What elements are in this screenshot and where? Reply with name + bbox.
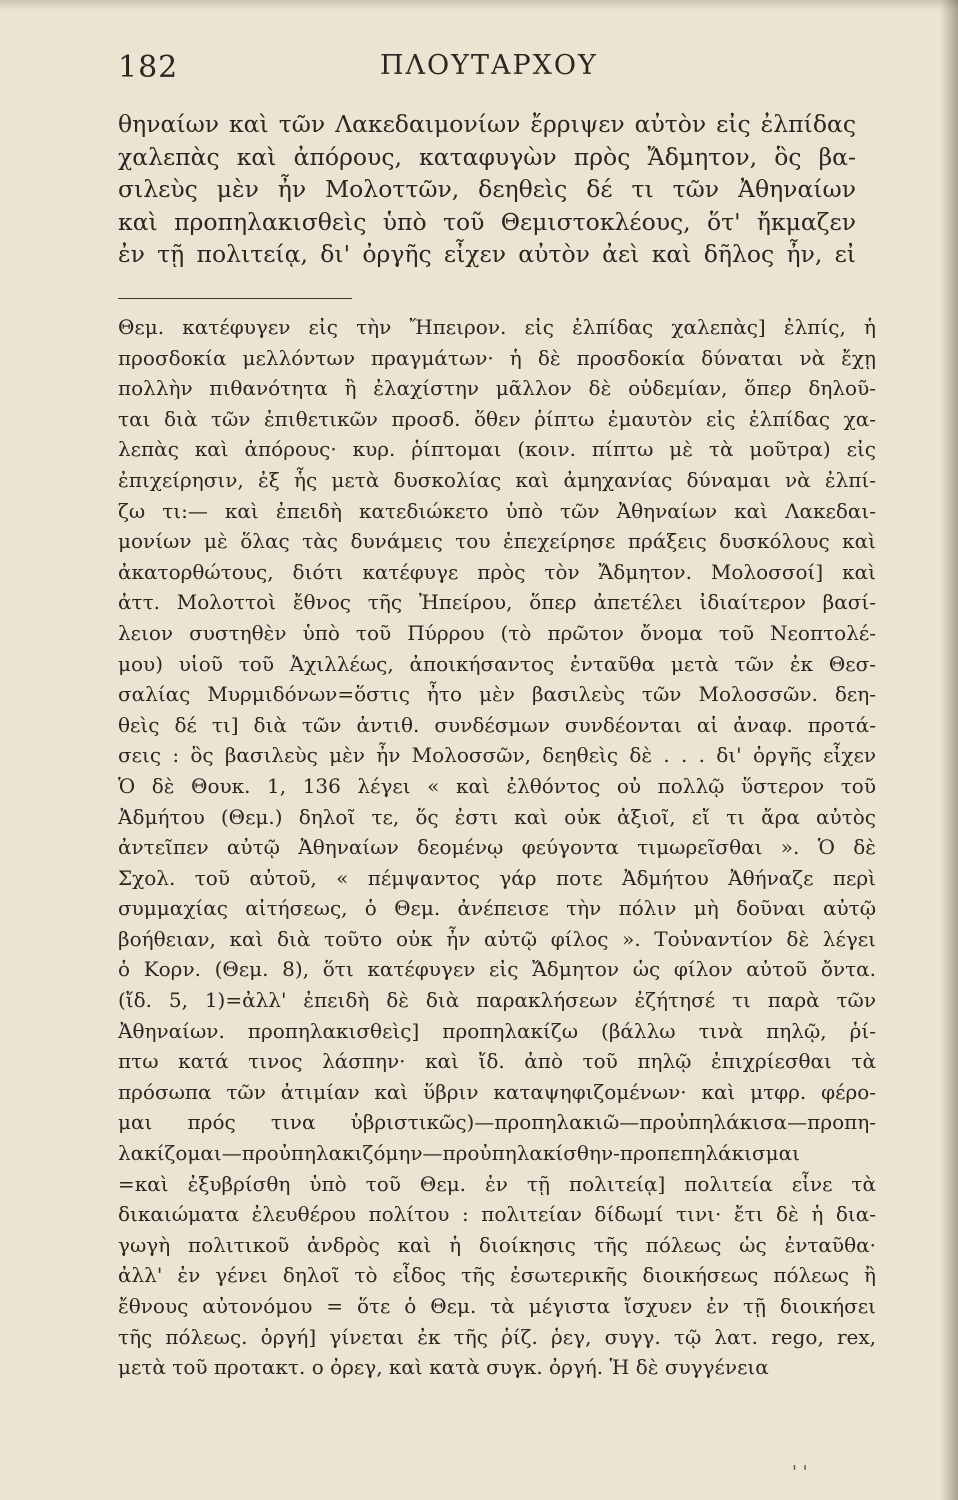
note-line: πτω κατά τινος λάσπην· καὶ ἴδ. ἀπὸ τοῦ πηλῷ ἐπιχρίεσθαι τὰ: [118, 1049, 876, 1074]
note-line: μετὰ τοῦ προτακτ. ο ὀρεγ, καὶ κατὰ συγκ. ὀργή. Ἡ δὲ συγγένεια: [118, 1355, 769, 1380]
main-text-line: θηναίων καὶ τῶν Λακεδαιμονίων ἔρριψεν αὐτὸν εἰς ἐλπίδας: [118, 110, 856, 138]
note-line: ἐπιχείρησιν, ἐξ ἧς μετὰ δυσκολίας καὶ ἀμηχανίας δύναμαι νὰ ἐλπί-: [118, 467, 876, 492]
note-line: Σχολ. τοῦ αὐτοῦ, « πέμψαντος γάρ ποτε Ἀδμήτου Ἀθήναζε περὶ: [118, 865, 876, 890]
main-text-line: χαλεπὰς καὶ ἀπόρους, καταφυγὼν πρὸς Ἄδμητον, ὃς βα-: [118, 142, 856, 171]
note-line: ἀντεῖπεν αὐτῷ Ἀθηναίων δεομένῳ φεύγοντα τιμωρεῖσθαι ». Ὁ δὲ: [118, 835, 876, 860]
note-line: γωγὴ πολιτικοῦ ἀνδρὸς καὶ ἡ διοίκησις τῆς πόλεως ὡς ἐνταῦθα·: [118, 1232, 876, 1257]
note-line: ὁ Κορν. (Θεμ. 8), ὅτι κατέφυγεν εἰς Ἄδμητον ὡς φίλον αὐτοῦ ὄντα.: [118, 957, 876, 982]
footnote-divider: [118, 298, 352, 299]
note-line: =καὶ ἐξυβρίσθη ὑπὸ τοῦ Θεμ. ἐν τῇ πολιτείᾳ] πολιτεία εἶνε τὰ: [118, 1171, 876, 1196]
note-line: ἔθνους αὐτονόμου = ὅτε ὁ Θεμ. τὰ μέγιστα ἴσχυεν ἐν τῇ διοικήσει: [118, 1294, 876, 1318]
main-text-line: ἐν τῇ πολιτείᾳ, δι' ὀργῆς εἶχεν αὐτὸν ἀεὶ καὶ δῆλος ἦν, εἰ: [118, 240, 856, 268]
note-line: σαλίας Μυρμιδόνων=ὅστις ἦτο μὲν βασιλεὺς τῶν Μολοσσῶν. δεη-: [118, 682, 876, 707]
note-line: μαι πρός τινα ὑβριστικῶς)—προπηλακιῶ—προὐπηλάκισα—προπη-: [118, 1110, 876, 1135]
note-line: μου) υἱοῦ τοῦ Ἀχιλλέως, ἀποικήσαντος ἐνταῦθα μετὰ τῶν ἐκ Θεσ-: [118, 651, 876, 676]
note-line: προσδοκία μελλόντων πραγμάτων· ἡ δὲ προσδοκία δύναται νὰ ἔχῃ: [118, 345, 876, 370]
note-line: λακίζομαι—προὐπηλακιζόμην—προὐπηλακίσθην-προπεπηλάκισμαι: [118, 1141, 800, 1166]
note-line: συμμαχίας αἰτήσεως, ὁ Θεμ. ἀνέπεισε τὴν πόλιν μὴ δοῦναι αὐτῷ: [118, 896, 876, 921]
main-text-block: [118, 108, 856, 271]
running-head: ΠΛΟΥΤΑΡΧΟΥ: [380, 50, 598, 81]
note-line: δικαιώματα ἐλευθέρου πολίτου : πολιτείαν δίδωμί τινι· ἔτι δὲ ἡ δια-: [118, 1202, 876, 1227]
note-line: ἀκατορθώτους, διότι κατέφυγε πρὸς τὸν Ἄδμητον. Μολοσσοί] καὶ: [118, 559, 876, 584]
note-line: σεις : ὃς βασιλεὺς μὲν ἦν Μολοσσῶν, δεηθεὶς δὲ . . . δι' ὀργῆς εἶχεν: [118, 743, 876, 768]
note-line: πολλὴν πιθανότητα ἢ ἐλαχίστην μᾶλλον δὲ οὐδεμίαν, ὅπερ δηλοῦ-: [118, 376, 876, 401]
note-line: ται διὰ τῶν ἐπιθετικῶν προσδ. ὅθεν ῥίπτω ἐμαυτὸν εἰς ἐλπίδας χα-: [118, 406, 876, 431]
note-line: Θεμ. κατέφυγεν εἰς τὴν Ἤπειρον. εἰς ἐλπίδας χαλεπὰς] ἐλπίς, ἡ: [118, 315, 876, 339]
note-line: Ὁ δὲ Θουκ. 1, 136 λέγει « καὶ ἐλθόντος οὐ πολλῷ ὕστερον τοῦ: [118, 773, 876, 798]
note-line: Ἀδμήτου (Θεμ.) δηλοῖ τε, ὅς ἐστι καὶ οὐκ ἀξιοῖ, εἴ τι ἄρα αὐτὸς: [118, 804, 876, 829]
page-header: [118, 44, 878, 94]
note-line: μονίων μὲ ὅλας τὰς δυνάμεις του ἐπεχείρησε πράξεις δυσκόλους καὶ: [118, 529, 876, 554]
commentary-notes: [118, 312, 876, 1383]
page-gutter-shadow: [940, 0, 958, 1500]
note-line: (ἴδ. 5, 1)=ἀλλ' ἐπειδὴ δὲ διὰ παρακλήσεων ἐζήτησέ τι παρὰ τῶν: [118, 988, 876, 1013]
note-line: πρόσωπα τῶν ἀτιμίαν καὶ ὕβριν καταψηφιζομένων· καὶ μτφρ. φέρο-: [118, 1079, 876, 1104]
note-line: ἀλλ' ἐν γένει δηλοῖ τὸ εἶδος τῆς ἐσωτερικῆς διοικήσεως πόλεως ἢ: [118, 1263, 876, 1288]
note-line: βοήθειαν, καὶ διὰ τοῦτο οὐκ ἦν αὐτῷ φίλος ». Τοὐναντίον δὲ λέγει: [118, 926, 876, 951]
note-line: ζω τι:— καὶ ἐπειδὴ κατεδιώκετο ὑπὸ τῶν Ἀθηναίων καὶ Λακεδαι-: [118, 498, 876, 523]
note-line: λειον συστηθὲν ὑπὸ τοῦ Πύρρου (τὸ πρῶτον ὄνομα τοῦ Νεοπτολέ-: [118, 620, 876, 645]
page-edge-shading: [0, 0, 958, 10]
note-line: θεὶς δέ τι] διὰ τῶν ἀντιθ. συνδέσμων συνδέονται αἱ ἀναφ. προτά-: [118, 712, 876, 737]
note-line: τῆς πόλεως. ὀργή] γίνεται ἐκ τῆς ῥίζ. ῥεγ, συγγ. τῷ λατ. rego, rex,: [118, 1324, 876, 1349]
note-line: λεπὰς καὶ ἀπόρους· κυρ. ῥίπτομαι (κοιν. πίπτω μὲ τὰ μοῦτρα) εἰς: [118, 437, 876, 462]
page-number: 182: [118, 50, 179, 85]
main-text-line: σιλεὺς μὲν ἦν Μολοττῶν, δεηθεὶς δέ τι τῶν Ἀθηναίων: [118, 175, 856, 203]
main-text-line: καὶ προπηλακισθεὶς ὑπὸ τοῦ Θεμιστοκλέους, ὅτ' ἤκμαζεν: [118, 207, 856, 236]
note-line: ἀττ. Μολοττοὶ ἔθνος τῆς Ἠπείρου, ὅπερ ἀπετέλει ἰδιαίτερον βασί-: [118, 590, 876, 615]
bottom-mark: ' ': [792, 1462, 808, 1483]
note-line: Ἀθηναίων. προπηλακισθεὶς] προπηλακίζω (βάλλω τινὰ πηλῷ, ῥί-: [118, 1018, 876, 1043]
